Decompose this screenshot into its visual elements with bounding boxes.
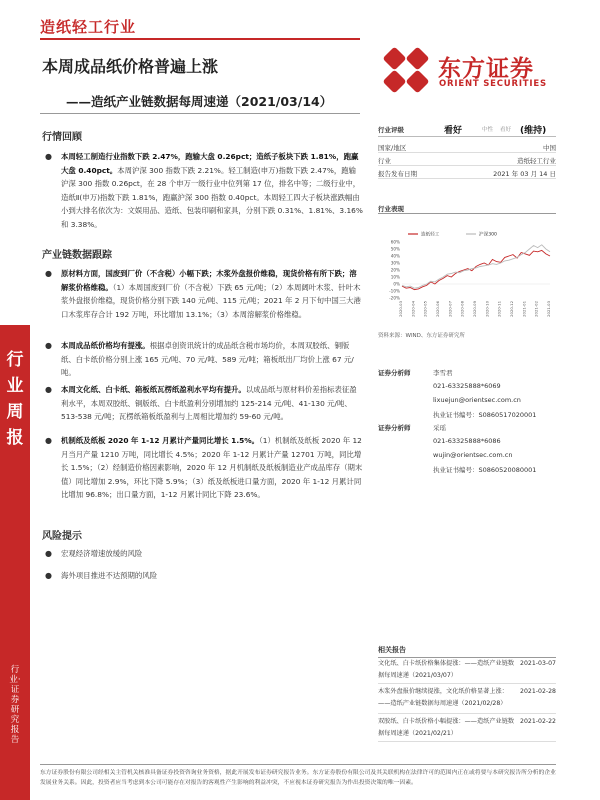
info-key: 行业 [378, 157, 391, 165]
chain-paragraph [43, 434, 363, 502]
y-tick-label: 50% [390, 246, 400, 252]
x-tick-label: 2020-07 [447, 301, 453, 317]
x-tick-label: 2020-10 [484, 301, 490, 317]
y-tick-label: -20% [389, 295, 400, 301]
chain-paragraph [43, 267, 363, 321]
risk-item-text: 宏观经济增速放缓的风险 [61, 549, 143, 558]
market-paragraph-body: 本周沪深 300 指数下跌 2.21%。轻工制造(申万)指数下跌 2.47%，跑输沪深 300 指数 0.26pct，在 28 个申万一级行业中位列第 17 位，排名中等；二级行业中，造纸Ⅱ(申万)指数下跌 1.81%，跑赢沪深 300 指数 0.40pct。本周轻工四大子板块涨跌幅由小到大排名依次为：文娱用品、造纸、包装印刷和家具，分别下跌 0.31%、1.81%、3.16%和 3.38%。 [61, 165, 363, 229]
report-title: 本周成品纸价格普遍上涨 [42, 57, 219, 76]
chain-paragraph-highlight: 本周文化纸、白卡纸、箱板纸瓦楞纸盈利水平均有提升。 [61, 385, 246, 394]
x-tick-label: 2020-09 [472, 301, 477, 317]
analyst-name: 采瑶 [433, 424, 446, 432]
y-tick-label: 0% [393, 281, 400, 287]
bullet-icon: ● [45, 341, 52, 350]
x-tick-label: 2020-12 [509, 301, 514, 317]
disclaimer: 东方证券股份有限公司经相关主管机关核准具备证券投资咨询业务资格，据此开展发布证券研究报告业务。东方证券股份有限公司及其关联机构在法律许可的范围内正在或将要与本研究报告所分析的企业发展业务关系。因此，投资者应当考虑到本公司可能存在对报告的客观性产生影响的利益冲突，不应视本证券研究报告为作出投资决策的唯一因素。 [40, 770, 556, 786]
x-tick-label: 2021-02 [533, 301, 539, 317]
chart-source: 资料来源：WIND、东方证券研究所 [378, 333, 465, 339]
legend-label: 造纸轻工 [421, 232, 440, 238]
market-paragraph [43, 150, 363, 231]
chain-paragraph-body: （1）机制纸及纸板 2020 年 12 月当月产量 1210 万吨，同比增长 4.5%；2020 年 1-12 月累计产量 12701 万吨，同比增长 1.5%；（2）经制造价格因素影响，2020 年 12 月机制纸及纸板制造业产成品库存（期末值）同比增加 2.9%，环比下降 5.9%；（3）纸及纸板进口量方面，2020 年 1-12 月累计同比增加 96.8%；出口量方面，1-12 月累计同比下降 23.6%。 [61, 436, 363, 499]
sidebar-report-category: 行业·证券研究报告 [9, 665, 21, 745]
risk-item [43, 547, 363, 561]
analyst-email: lixuejun@orientsec.com.cn [433, 396, 521, 404]
related-report-date: 2021-02-22 [520, 718, 556, 725]
y-tick-label: 60% [390, 239, 400, 245]
analyst-cert: 执业证书编号：S0860517020001 [433, 411, 537, 419]
rating-label: 行业评级 [378, 126, 404, 134]
related-report-date: 2021-02-28 [520, 688, 556, 695]
report-subtitle: ——造纸产业链数据每周速递（2021/03/14） [66, 94, 333, 109]
analyst-phone: 021-63325888*6069 [433, 382, 501, 390]
market-paragraph-highlight: 本周轻工制造行业指数下跌 2.47%，跑输大盘 0.26pct；造纸子板块下跌 1.81%，跑赢大盘 0.40pct。 [61, 152, 359, 175]
related-report-date: 2021-03-07 [520, 660, 556, 667]
related-report-text[interactable]: 双胶纸、白卡纸价格小幅提涨：——造纸产业链数据每周速递（2021/02/21） [378, 718, 515, 737]
rating-positive: 看好 [500, 127, 512, 133]
title-divider [40, 113, 360, 114]
analyst-role: 证券分析师 [378, 424, 411, 432]
bullet-icon: ● [45, 549, 52, 558]
y-tick-label: 30% [390, 260, 400, 266]
industry-label: 造纸轻工行业 [40, 18, 137, 36]
risk-item [43, 569, 363, 583]
y-tick-label: 20% [390, 267, 400, 273]
logo-english-name: ORIENT SECURITIES [439, 79, 547, 89]
chain-paragraph-highlight: 本周成品纸价格均有提涨。 [61, 341, 150, 350]
bullet-icon: ● [45, 436, 52, 445]
rating-row [378, 123, 556, 137]
rating-neutral: 中性 [482, 127, 494, 133]
bullet-icon: ● [45, 385, 52, 394]
analyst-cert: 执业证书编号：S0860520080001 [433, 466, 537, 474]
performance-header [378, 202, 556, 214]
x-tick-label: 2020-11 [496, 301, 502, 317]
y-tick-label: 40% [390, 253, 400, 259]
bullet-icon: ● [45, 152, 52, 161]
left-sidebar [0, 325, 30, 800]
related-report-text[interactable]: 文化纸、白卡纸价格集体提涨：——造纸产业链数据每周速递（2021/03/07） [378, 660, 515, 679]
info-row [378, 167, 556, 179]
rating-value: 看好 [444, 126, 463, 136]
related-report-item[interactable] [378, 658, 556, 684]
chain-paragraph-body: 根据卓创资讯统计的成品纸含税市场均价，本周双胶纸、铜版纸、白卡纸价格分别上涨 165 元/吨、70 元/吨、589 元/吨；箱板纸出厂均价上涨 67 元/吨。 [61, 341, 354, 377]
footer-divider [40, 764, 556, 765]
company-logo [382, 46, 562, 96]
legend-label: 沪深300 [479, 232, 497, 238]
x-tick-label: 2020-03 [398, 301, 403, 317]
orient-logo-icon [382, 46, 430, 94]
bullet-icon: ● [45, 571, 52, 580]
risk-item-text: 海外项目推进不达预期的风险 [61, 571, 158, 580]
related-report-text[interactable]: 木浆外盘报价继续提涨，文化纸价格显著上涨：——造纸产业链数据每周速递（2021/02/28） [378, 688, 508, 707]
y-tick-label: -10% [389, 288, 400, 294]
x-tick-label: 2021-03 [546, 301, 551, 317]
logo-chinese-name: 东方证券 [438, 56, 534, 82]
section-risk: 风险提示 [42, 531, 82, 542]
analyst-role: 证券分析师 [378, 369, 411, 377]
sidebar-report-type: 行业周报 [6, 350, 24, 448]
analyst-phone: 021-63325888*6086 [433, 437, 501, 445]
x-tick-label: 2020-08 [459, 301, 465, 317]
chain-paragraph-highlight: 机制纸及纸板 2020 年 1-12 月累计产量同比增长 1.5%。 [61, 436, 260, 445]
chain-paragraph [43, 383, 363, 424]
info-value: 2021 年 03 月 14 日 [493, 170, 556, 178]
y-tick-label: 10% [390, 274, 400, 280]
info-key: 报告发布日期 [378, 170, 417, 178]
chain-paragraph-body: （1）本周国废到厂价（不含税）下跌 65 元/吨；（2）本周阔叶木浆、针叶木浆外盘报价维稳，现货价格分别下跌 140 元/吨、115 元/吨；2021 年 2 月下旬中国三大港口木浆库存合计 192 万吨，环比增加 13.1%；（3）本周溶解浆价格维稳。 [61, 282, 361, 319]
info-row [378, 154, 556, 166]
industry-performance-chart [378, 228, 556, 328]
section-chain-data: 产业链数据跟踪 [42, 250, 112, 261]
analyst-email: wujin@orientsec.com.cn [433, 451, 513, 459]
analyst-block [378, 423, 556, 481]
x-tick-label: 2020-04 [410, 301, 416, 317]
info-value: 造纸轻工行业 [517, 157, 556, 165]
bullet-icon: ● [45, 269, 52, 278]
related-report-item[interactable] [378, 716, 556, 742]
chain-paragraph [43, 339, 363, 380]
info-value: 中国 [543, 144, 556, 152]
rating-maintain: (维持) [520, 126, 547, 136]
performance-title: 行业表现 [378, 205, 404, 213]
x-tick-label: 2020-05 [422, 301, 428, 317]
related-report-item[interactable] [378, 686, 556, 714]
x-tick-label: 2020-06 [435, 301, 440, 317]
x-tick-label: 2021-01 [521, 301, 527, 317]
section-market-review: 行情回顾 [42, 132, 82, 143]
analyst-block [378, 368, 556, 426]
info-key: 国家/地区 [378, 144, 407, 152]
industry-header [40, 16, 360, 40]
analyst-name: 李雪君 [433, 369, 453, 377]
chain-paragraph-body: 以成品纸与原材料价差指标表征盈利水平，本周双胶纸、铜版纸、白卡纸盈利分别增加约 125-214 元/吨、41-130 元/吨、513-538 元/吨；瓦楞纸箱板纸盈利与上周相比增加约 59-60 元/吨。 [61, 385, 357, 421]
series-line [402, 250, 550, 289]
info-row [378, 141, 556, 153]
chain-paragraph-highlight: 原材料方面，国废到厂价（不含税）小幅下跌；木浆外盘报价维稳，现货价格有所下跌；溶解浆价格维稳。 [61, 269, 357, 292]
related-reports-title: 相关报告 [378, 645, 556, 658]
